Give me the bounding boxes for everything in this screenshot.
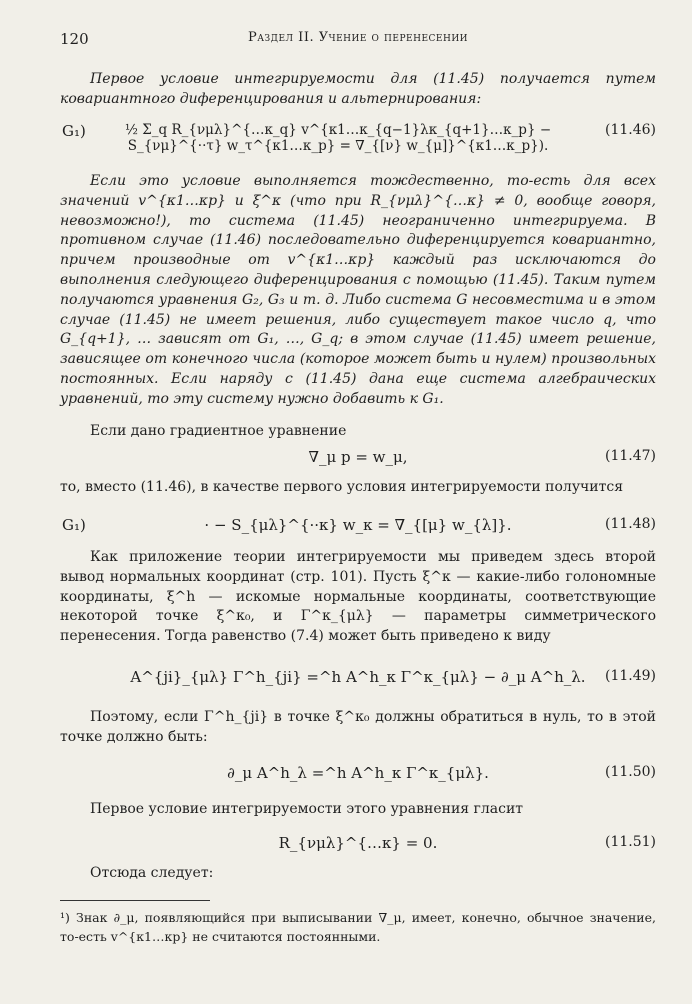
paragraph-normal-coordinates: Как приложение теории интегрируемости мы приведем здесь второй вывод нормальных координат (стр. 101). Пусть ξ^κ — какие-либо голономные координаты, ξ^h — искомые нормальные координаты, соответствующие некоторой точке ξ^κ₀, и Γ^κ_{μλ} — параметры симметрического перенесения. Тогда равенство (7.4) может быть приведено к виду [60, 549, 656, 645]
equation-11-51 [60, 830, 656, 860]
equation-formula: ∂_μ A^h_λ =^h A^h_κ Γ^κ_{μλ}. [227, 764, 489, 782]
equation-11-49 [60, 664, 656, 694]
footnote-divider [60, 900, 210, 901]
page-number: 120 [60, 30, 89, 48]
equation-formula: A^{ji}_{μλ} Γ^h_{ji} =^h A^h_κ Γ^κ_{μλ} − ∂_μ A^h_λ. [130, 668, 586, 686]
equation-number: (11.50) [604, 764, 656, 780]
equation-11-46 [60, 118, 656, 154]
page-header [60, 30, 656, 52]
paragraph-instead-of: то, вместо (11.46), в качестве первого условия интегрируемости получится [60, 479, 624, 495]
equation-formula: · − S_{μλ}^{··κ} w_κ = ∇_{[μ} w_{λ]}. [204, 516, 512, 534]
paragraph-hence: Отсюда следует: [90, 865, 214, 881]
equation-number: (11.51) [604, 834, 656, 850]
equation-formula: ½ Σ_q R_{νμλ}^{…κ_q} v^{κ1…κ_{q−1}λκ_{q+1}…κ_p} − S_{νμ}^{··τ} w_τ^{κ1…κ_p} = ∇_{[ν} w_{μ]}^{κ1…κ_p}). [124, 122, 552, 154]
equation-number: (11.47) [604, 448, 656, 464]
paragraph-gradient-intro: Если дано градиентное уравнение [90, 423, 347, 439]
equation-number: (11.48) [604, 516, 656, 532]
running-title: Раздел II. Учение о перенесении [247, 30, 469, 45]
equation-number: (11.46) [604, 122, 656, 138]
equation-11-50 [60, 760, 656, 790]
equation-11-47 [60, 444, 656, 474]
paragraph-first-condition-states: Первое условие интегрируемости этого уравнения гласит [90, 801, 524, 817]
paragraph-first-condition: Первое условие интегрируемости для (11.45) получается путем ковариантного диференцирования и альтернирования: [60, 71, 656, 107]
equation-number: (11.49) [604, 668, 656, 684]
equation-11-48 [60, 512, 656, 542]
footnote: ¹) Знак ∂_μ, появляющийся при выписывании ∇_μ, имеет, конечно, обычное значение, то-есть v^{κ1…κp} не считаются постоянными. [60, 910, 656, 944]
equation-label: G₁) [62, 516, 86, 534]
equation-formula: R_{νμλ}^{…κ} = 0. [278, 834, 438, 852]
equation-formula: ∇_μ p = w_μ, [308, 448, 408, 466]
paragraph-integrability-discussion: Если это условие выполняется тождественно, то-есть для всех значений v^{κ1…κp} и ξ^κ (что при R_{νμλ}^{…κ} ≠ 0, вообще говоря, невозможно!), то система (11.45) неограниченно интегрируема. В противном случае (11.46) последовательно диференцируется ковариантно, причем производные от v^{κ1…κp} каждый раз исключаются до выполнения следующего диференцирования с помощью (11.45). Таким путем получаются уравнения G₂, G₃ и т. д. Либо система G несовместима и в этом случае (11.45) не имеет решения, либо существует такое число q, что G_{q+1}, … зависят от G₁, …, G_q; в этом случае (11.45) имеет решение, зависящее от конечного числа (которое может быть и нулем) произвольных постоянных. Если наряду с (11.45) дана еще система алгебраических уравнений, то эту систему нужно добавить к G₁. [60, 173, 656, 407]
paragraph-vanish-condition: Поэтому, если Γ^h_{ji} в точке ξ^κ₀ должны обратиться в нуль, то в этой точке должно быть: [60, 709, 656, 745]
equation-label: G₁) [62, 122, 86, 140]
